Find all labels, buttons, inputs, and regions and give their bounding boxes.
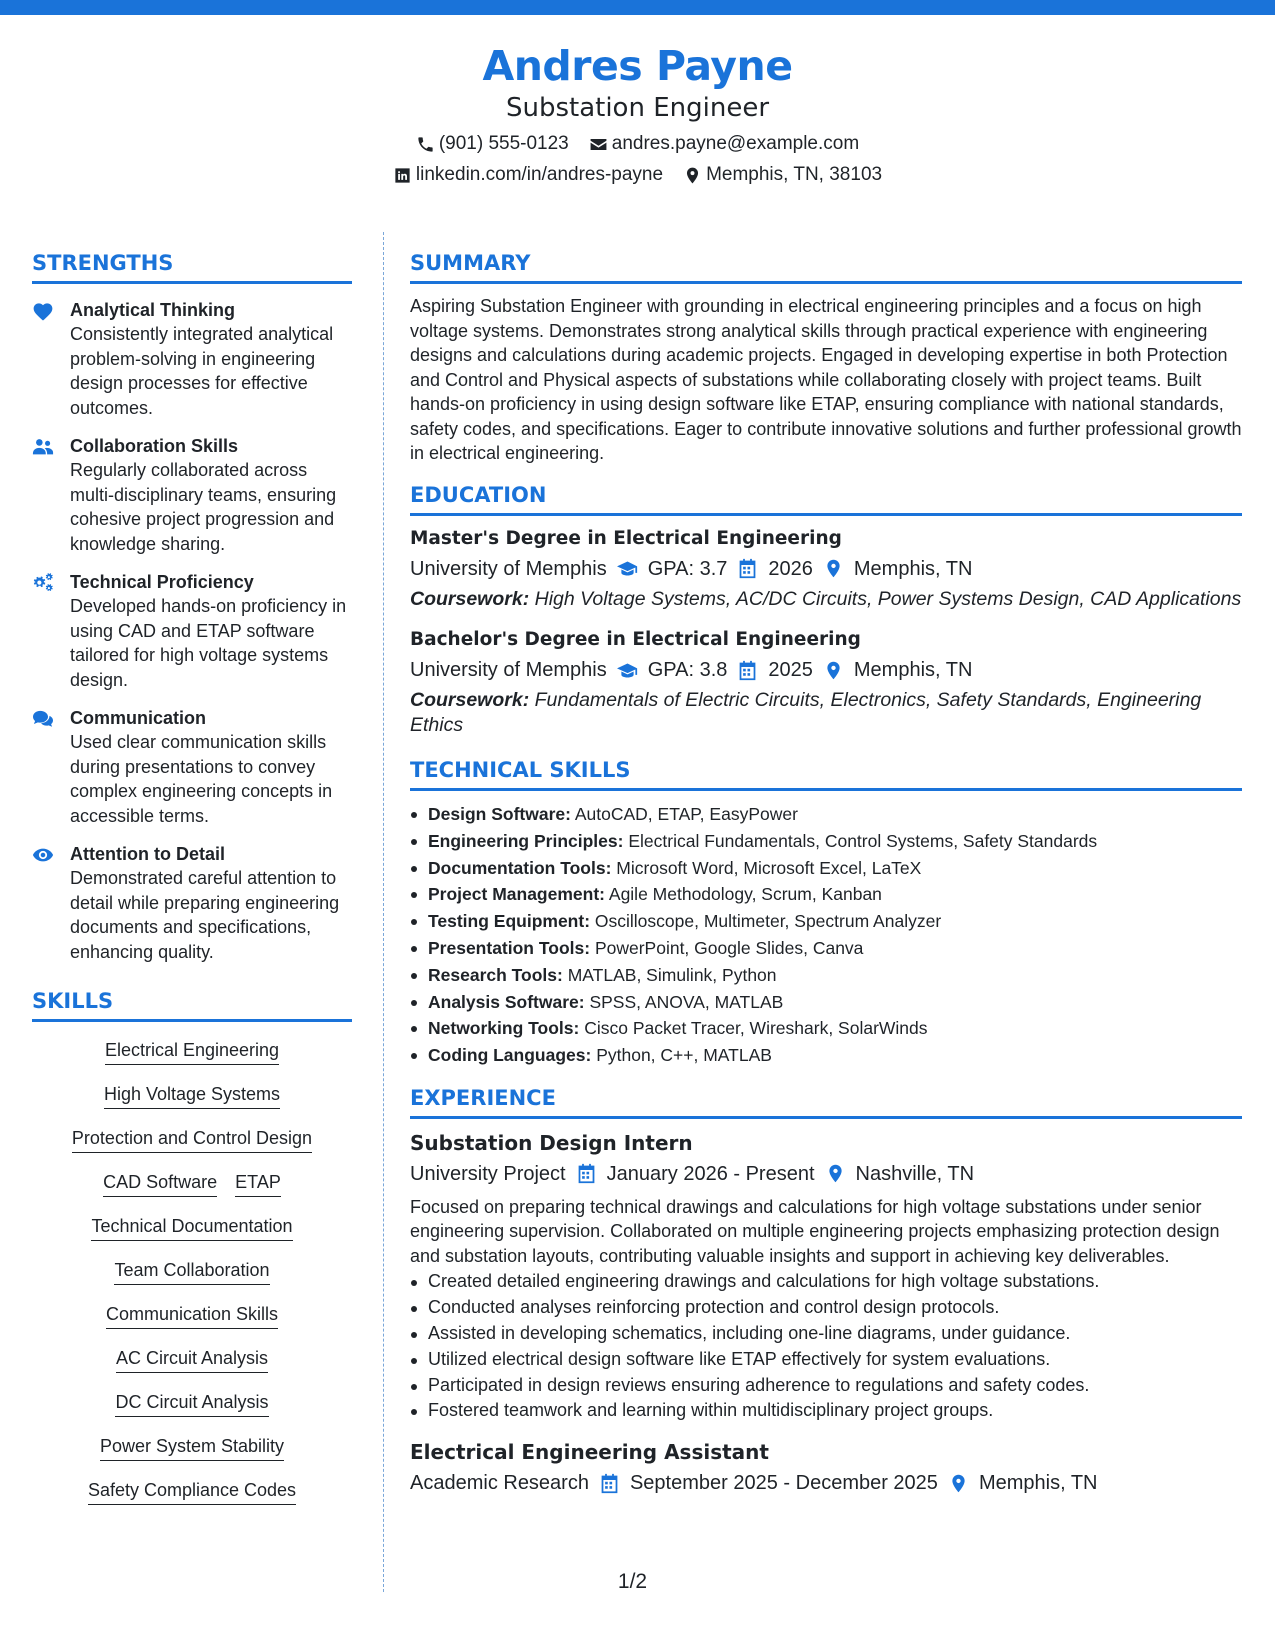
phone-icon	[416, 135, 435, 154]
job-dates: September 2025 - December 2025	[629, 1472, 938, 1495]
list-item	[410, 935, 1242, 962]
skill-values: Microsoft Word, Microsoft Excel, LaTeX	[616, 857, 922, 878]
column-divider	[383, 232, 384, 1592]
job-org: Academic Research	[410, 1472, 589, 1495]
skill-tag: DC Circuit Analysis	[115, 1390, 268, 1417]
calendar-icon	[737, 558, 758, 579]
coursework-label: Coursework:	[410, 587, 530, 610]
eye-icon	[32, 845, 54, 865]
linkedin-contact[interactable]	[393, 163, 663, 187]
coursework	[410, 688, 1242, 737]
skill-values: SPSS, ANOVA, MATLAB	[589, 991, 784, 1012]
strength-title: Collaboration Skills	[70, 436, 239, 456]
linkedin-icon	[393, 166, 412, 185]
skill-values: Cisco Packet Tracer, Wireshark, SolarWinds	[584, 1018, 928, 1039]
skill-tag: Team Collaboration	[114, 1258, 269, 1285]
school-name: University of Memphis	[410, 659, 607, 681]
strength-desc: Developed hands-on proficiency in using CAD and ETAP software tailored for high voltage systems design.	[70, 596, 347, 690]
skill-category: Analysis Software:	[428, 991, 585, 1012]
list-item	[410, 908, 1242, 935]
skills-list	[32, 1038, 352, 1505]
list-item	[410, 801, 1242, 828]
skill-category: Engineering Principles:	[428, 830, 624, 851]
top-accent-bar	[0, 0, 1275, 15]
candidate-role: Substation Engineer	[505, 93, 770, 123]
comments-icon	[32, 709, 54, 729]
strength-desc: Consistently integrated analytical problem-solving in engineering design processes for effective outcomes.	[70, 324, 334, 418]
calendar-icon	[737, 660, 758, 681]
skill-category: Networking Tools:	[428, 1018, 580, 1039]
coursework-label: Coursework:	[410, 689, 530, 711]
list-item: Participated in design reviews ensuring adherence to regulations and safety codes.	[410, 1373, 1242, 1399]
contact-row-1	[0, 132, 1275, 156]
phone-contact[interactable]	[416, 132, 569, 156]
map-pin-icon	[823, 558, 844, 579]
skill-tag: ETAP	[235, 1170, 281, 1197]
strength-title: Communication	[70, 708, 207, 728]
strength-title: Analytical Thinking	[70, 300, 236, 320]
summary-title: SUMMARY	[410, 250, 1242, 284]
skill-values: MATLAB, Simulink, Python	[567, 964, 777, 985]
strength-item	[32, 434, 352, 556]
skill-category: Testing Equipment:	[428, 911, 591, 932]
left-column	[32, 250, 352, 1522]
resume-header	[0, 40, 1275, 187]
linkedin-text: linkedin.com/in/andres-payne	[415, 164, 664, 185]
coursework	[410, 587, 1242, 612]
candidate-name: Andres Payne	[482, 42, 793, 90]
map-pin-icon	[683, 166, 702, 185]
experience-entry	[410, 1129, 1242, 1424]
education-title: EDUCATION	[410, 482, 1242, 516]
skill-category: Presentation Tools:	[428, 937, 591, 958]
skill-category: Research Tools:	[428, 964, 563, 985]
skill-tag: Protection and Control Design	[72, 1126, 312, 1153]
list-item	[410, 881, 1242, 908]
education-meta	[410, 554, 1242, 584]
skill-category: Documentation Tools:	[428, 857, 612, 878]
skill-category: Design Software:	[428, 804, 571, 824]
job-location: Nashville, TN	[855, 1162, 975, 1185]
phone-text: (901) 555-0123	[438, 133, 569, 154]
calendar-icon	[599, 1473, 620, 1494]
school-location: Memphis, TN	[853, 659, 973, 681]
graduation-cap-icon	[617, 558, 638, 579]
strength-item	[32, 570, 352, 692]
list-item	[410, 1042, 1242, 1069]
list-item: Assisted in developing schematics, including one-line diagrams, under guidance.	[410, 1321, 1242, 1347]
heart-icon	[32, 301, 54, 321]
list-item	[410, 855, 1242, 882]
graduation-cap-icon	[617, 660, 638, 681]
degree-title: Master's Degree in Electrical Engineering	[410, 527, 842, 549]
degree-title: Bachelor's Degree in Electrical Engineering	[410, 629, 861, 650]
page-number	[0, 1570, 1275, 1594]
list-item: Created detailed engineering drawings and calculations for high voltage substations.	[410, 1269, 1242, 1295]
list-item	[410, 828, 1242, 855]
education-entry	[410, 627, 1242, 737]
experience-entry	[410, 1438, 1242, 1498]
skill-values: PowerPoint, Google Slides, Canva	[594, 937, 864, 958]
email-text: andres.payne@example.com	[611, 133, 860, 154]
list-item: Utilized electrical design software like ETAP effectively for system evaluations.	[410, 1347, 1242, 1373]
skill-values: Electrical Fundamentals, Control Systems, Safety Standards	[628, 830, 1098, 851]
job-meta	[410, 1468, 1242, 1498]
job-title: Electrical Engineering Assistant	[410, 1440, 769, 1465]
list-item	[410, 1015, 1242, 1042]
job-org: University Project	[410, 1162, 566, 1185]
list-item	[410, 962, 1242, 989]
strength-desc: Regularly collaborated across multi-disciplinary teams, ensuring cohesive project progression and knowledge sharing.	[70, 460, 337, 554]
job-bullets	[410, 1269, 1242, 1424]
strength-item	[32, 298, 352, 420]
graduation-year: 2025	[768, 659, 813, 681]
graduation-year: 2026	[768, 557, 813, 580]
technical-skills-title: TECHNICAL SKILLS	[410, 757, 1242, 791]
strength-title: Attention to Detail	[70, 844, 225, 864]
skill-category: Coding Languages:	[428, 1045, 592, 1066]
gears-icon	[32, 573, 54, 593]
education-entry	[410, 526, 1242, 612]
coursework-list: Fundamentals of Electric Circuits, Electronics, Safety Standards, Engineering Ethics	[410, 689, 1202, 736]
summary-text: Aspiring Substation Engineer with grounding in electrical engineering principles and a focus on high voltage systems. Demonstrates strong analytical skills through practical experience with engineering designs and calculations during academic projects. Engaged in developing expertise in both Protection and Control and Physical aspects of substations while collaborating closely with project teams. Built hands-on proficiency in using design software like ETAP, ensuring compliance with national standards, safety codes, and specifications. Eager to contribute innovative solutions and further professional growth in electrical engineering.	[410, 296, 1242, 463]
right-column	[410, 250, 1242, 1498]
strength-item	[32, 842, 352, 964]
coursework-list: High Voltage Systems, AC/DC Circuits, Power Systems Design, CAD Applications	[534, 587, 1242, 610]
skill-tag: CAD Software	[103, 1170, 217, 1197]
map-pin-icon	[948, 1473, 969, 1494]
strength-desc: Used clear communication skills during presentations to convey complex engineering concepts in accessible terms.	[70, 732, 333, 826]
strength-title: Technical Proficiency	[70, 572, 254, 592]
location-contact	[683, 163, 882, 187]
strengths-title: STRENGTHS	[32, 250, 352, 284]
list-item: Fostered teamwork and learning within multidisciplinary project groups.	[410, 1398, 1242, 1424]
strength-item	[32, 706, 352, 828]
experience-title: EXPERIENCE	[410, 1085, 1242, 1119]
gpa-text: GPA: 3.8	[647, 659, 728, 681]
skill-category: Project Management:	[428, 884, 605, 905]
list-item: Conducted analyses reinforcing protection and control design protocols.	[410, 1295, 1242, 1321]
job-meta	[410, 1159, 1242, 1189]
school-name: University of Memphis	[410, 557, 607, 580]
calendar-icon	[576, 1163, 597, 1184]
skill-tag: AC Circuit Analysis	[116, 1346, 268, 1373]
school-location: Memphis, TN	[853, 557, 973, 580]
skill-values: Agile Methodology, Scrum, Kanban	[608, 884, 882, 905]
location-text: Memphis, TN, 38103	[706, 164, 883, 185]
list-item	[410, 989, 1242, 1016]
map-pin-icon	[823, 660, 844, 681]
skill-values: AutoCAD, ETAP, EasyPower	[574, 804, 798, 824]
skill-tag: Power System Stability	[100, 1434, 284, 1461]
map-pin-icon	[825, 1163, 846, 1184]
users-icon	[32, 437, 54, 457]
skill-tag: Safety Compliance Codes	[88, 1478, 296, 1505]
skill-values: Oscilloscope, Multimeter, Spectrum Analyzer	[594, 911, 942, 932]
page-number-text: 1/2	[617, 1570, 648, 1593]
skill-tag: Technical Documentation	[91, 1214, 292, 1241]
skill-values: Python, C++, MATLAB	[596, 1045, 772, 1066]
email-contact[interactable]	[589, 132, 859, 156]
technical-skills-list	[410, 801, 1242, 1069]
job-location: Memphis, TN	[978, 1472, 1098, 1495]
contact-row-2	[0, 163, 1275, 187]
job-description: Focused on preparing technical drawings and calculations for high voltage substations under senior engineering supervision. Collaborated on multiple engineering projects emphasizing protection design and substation layouts, contributing valuable insights and support in achieving key deliverables.	[410, 1196, 1220, 1266]
education-meta	[410, 655, 1242, 685]
job-dates: January 2026 - Present	[606, 1162, 815, 1185]
job-title: Substation Design Intern	[410, 1130, 693, 1155]
skills-title: SKILLS	[32, 988, 352, 1022]
skill-tag: High Voltage Systems	[104, 1082, 280, 1109]
envelope-icon	[589, 135, 608, 154]
skill-tag: Electrical Engineering	[105, 1038, 279, 1065]
skill-tag: Communication Skills	[106, 1302, 278, 1329]
strength-desc: Demonstrated careful attention to detail while preparing engineering documents and specifications, enhancing quality.	[70, 868, 340, 962]
gpa-text: GPA: 3.7	[647, 557, 728, 580]
